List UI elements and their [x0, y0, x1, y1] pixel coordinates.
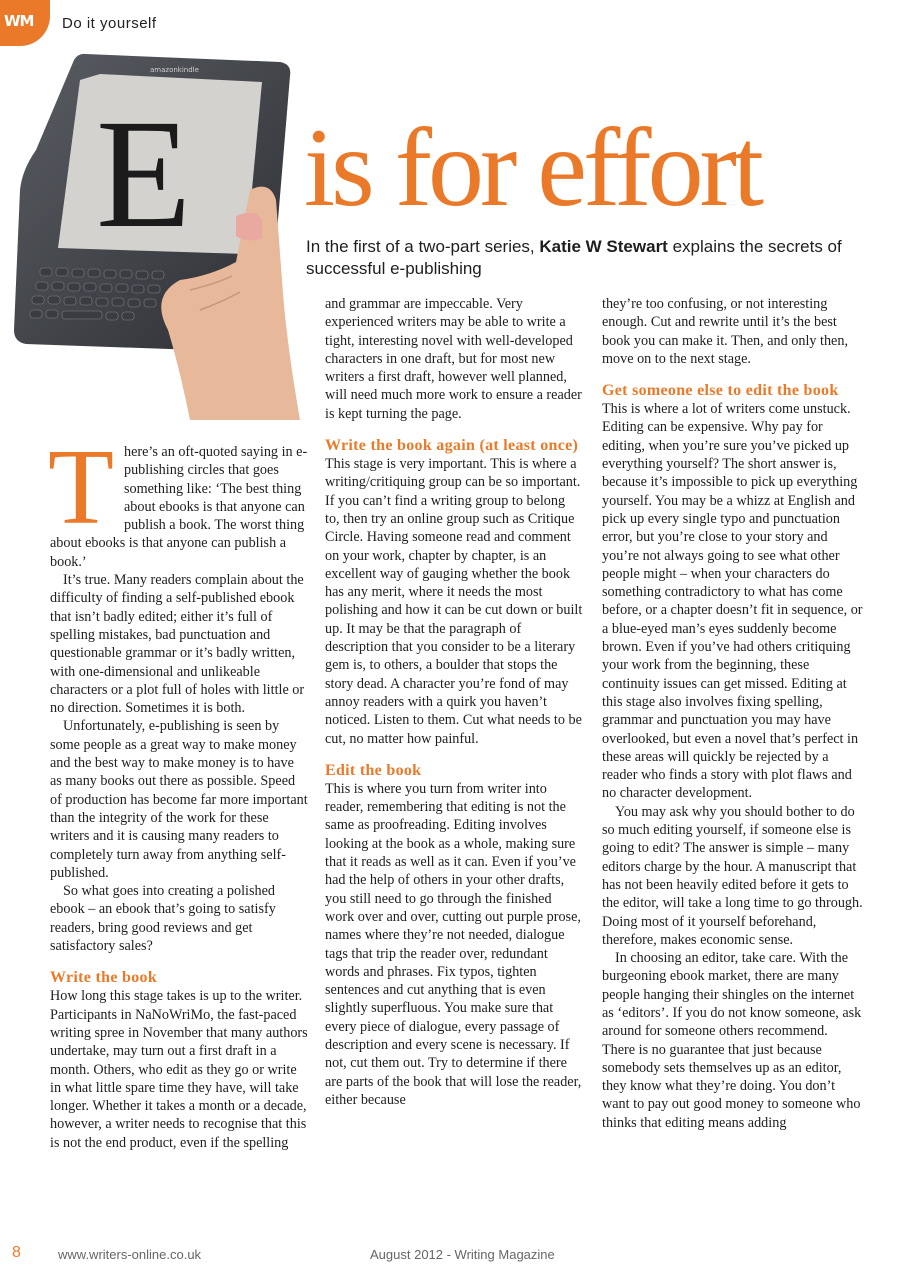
column-3: [602, 295, 864, 1132]
brand-badge-text: WM: [4, 12, 34, 30]
paragraph: It’s true. Many readers complain about the difficulty of finding a self-published ebook that isn’t badly edited; either it’s full of spelling mistakes, bad punctuation and questionable grammar or it’s badly written, with one-dimensional and unlikeable characters or a plot full of holes with little or no direction. Sometimes it is both.: [50, 572, 305, 717]
column-1: [48, 428, 308, 1152]
kindle-brand: amazonkindle: [150, 66, 199, 74]
standfirst: [306, 236, 866, 280]
page-number: 8: [12, 1244, 21, 1261]
paragraph: You may ask why you should bother to do so much editing yourself, if someone else is going to edit? The answer is simple – many editors charge by the hour. A manuscript that has not been heavily edited before it gets to the editor, will take a long time to go through. Doing most of it yourself beforehand, therefore, makes economic sense.: [602, 803, 863, 948]
spacer: [602, 368, 864, 382]
column-2: [325, 295, 583, 1109]
subheading: Write the book again (at least once): [325, 437, 579, 455]
standfirst-before: In the first of a two-part series,: [306, 237, 540, 256]
spacer: [325, 423, 583, 437]
paragraph: Unfortunately, e-publishing is seen by some people as a great way to make money and the best way to make money is to have as many books out there as possible. Speed of production has become far more important than the integrity of the work for these writers and it is causing many readers to completely turn away from anything self-published.: [50, 718, 308, 881]
headline: is for effort: [304, 106, 760, 230]
paragraph: This is where you turn from writer into reader, remembering that editing is not the same as proofreading. Editing involves looking at the book as a whole, making sure that it reads as well as it can. Even if you’ve had the help of others in your other drafts, you still need to go through the finished work over and over, cutting out purple prose, names where they’re not needed, dialogue tags that trip the reader over, redundant words and phrases. Fix typos, tighten sentences and cut anything that is even slightly superfluous. You make sure that every piece of dialogue, every passage of description and every scene is necessary. If not, cut them out. Try to determine if there are parts of the book that will lose the reader, either because: [325, 780, 582, 1108]
paragraph: In choosing an editor, take care. With the burgeoning ebook market, there are many people hanging their shingles on the internet as ‘editors’. If you do not know someone, ask around for someone others recommend. There is no guarantee that just because somebody sets themselves up as an editor, they know what they’re doing. You don’t want to pay out good money to someone who thinks that editing means adding: [602, 950, 862, 1131]
paragraph: How long this stage takes is up to the writer. Participants in NaNoWriMo, the fast-paced writing spree in November that many authors undertake, may turn out a first draft in a month. Others, who edit as they go or write in what little spare time they have, will take longer. Whether it takes a month or a decade, however, a writer needs to recognise that this is not the end product, even if the spelling: [50, 988, 308, 1151]
screen-letter: E: [96, 87, 192, 260]
standfirst-after: explains the secrets of successful e-publishing: [306, 237, 842, 278]
section-label: Do it yourself: [62, 15, 157, 32]
paragraph: So what goes into creating a polished ebook – an ebook that’s going to satisfy readers, bring good reviews and get satisfactory sales?: [50, 883, 276, 955]
spacer: [325, 748, 583, 762]
paragraph: This is where a lot of writers come unstuck. Editing can be expensive. Why pay for editing, when you’re sure you’ve picked up everything yourself? The short answer is, because it’s impossible to pick up everything yourself. You may be a whizz at English and pick up every single typo and punctuation error, but you’re close to your story and you’re not always going to see what other people might – when your characters do something contradictory to what has come before, or a chapter doesn’t fit in sequence, or a blue-eyed man’s eyes suddenly become brown. Even if you’ve had others critiquing your work from the beginning, these continuity issues can get missed. Editing at this stage also involves fixing spelling, grammar and punctuation you may have overlooked, but even a novel that’s perfect in these areas will quickly be rejected by a reader who finds a story with plot flaws and no character development.: [602, 401, 863, 802]
footer-url: www.writers-online.co.uk: [58, 1247, 202, 1262]
subheading: Get someone else to edit the book: [602, 382, 839, 400]
kindle-hand-image: [0, 40, 320, 420]
paragraph: This stage is very important. This is where a writing/critiquing group can be so important. If you can’t find a writing group to belong to, then try an online group such as Critique Circle. Having someone read and comment on your work, chapter by chapter, is an excellent way of gauging whether the book has any merit, where it needs the most polishing and how it can be cut down or built up. It may be that the paragraph of description that you consider to be a literary gem is, to others, a boulder that stops the story dead. A character you’re fond of may annoy readers with a quirk you haven’t noticed. Listen to them. Cut what needs to be cut, no matter how painful.: [325, 456, 583, 747]
spacer: [50, 955, 308, 969]
paragraph: here’s an oft-quoted saying in e-publishing circles that goes something like: ‘The best thing about ebooks is that anyone can publish a book. The worst thing about ebooks is that anyone can publish a book.’: [50, 444, 308, 570]
subheading: Edit the book: [325, 761, 422, 779]
drop-cap: T: [48, 428, 114, 547]
subheading: Write the book: [50, 969, 158, 987]
paragraph: they’re too confusing, or not interesting enough. Cut and rewrite until it’s the best book you can make it. Then, and only then, move on to the next stage.: [602, 296, 848, 367]
footer-issue: August 2012 - Writing Magazine: [370, 1247, 555, 1262]
author-name: Katie W Stewart: [539, 237, 668, 256]
paragraph: and grammar are impeccable. Very experienced writers may be able to write a tight, interesting novel with well-developed characters in one draft, but for most new writers a first draft, however well planned, will need much more work to ensure a reader is kept turning the page.: [325, 296, 582, 422]
